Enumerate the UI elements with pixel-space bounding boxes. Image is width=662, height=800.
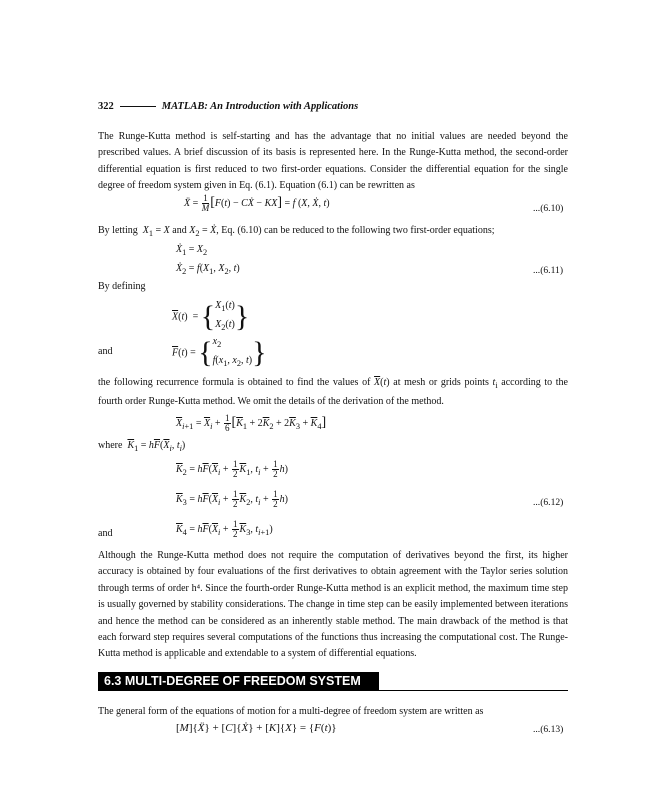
running-header [98,101,358,112]
equation-6-13: [M]{Ẍ} + [C]{Ẋ} + [K]{X} = {F(t)} [176,722,337,734]
para2-a: the following recurrence formula is obtained to find the values of [98,377,371,388]
equation-k2: $\overline{K}_2 = h\overline{F}(\overline{X}_i$ + $\frac{1}{2}$ $\overline{K}_1$, $t_i$ + $\frac{1}{2}$ h) [176,459,288,479]
equation-number-6-10: ...(6.10) [533,203,564,214]
para2-b: at mesh or grids points [393,377,489,388]
equation-f-vector: $\overline{F}(t) = \{x_2$ $f(x_1$, $x_2$, t)} [172,336,267,369]
equation-6-11b: Ẋ$_2$ = $f(X_1$, $X_2$, t) [176,263,240,276]
and-label-2: and [98,528,113,539]
by-letting-tail: Eq. (6.10) can be reduced to the following two first-order equations; [221,225,495,236]
section-rule [98,690,568,691]
equation-k3: $\overline{K}_3 = h\overline{F}(\overline{X}_i$ + $\frac{1}{2}$ $\overline{K}_2$, $t_i$ + $\frac{1}{2}$ h) [176,489,288,509]
where-line: where $\overline{K}_1 = h\overline{F}(\overline{X}_i$, $t_i$) [98,440,186,453]
equation-6-11a: Ẋ$_1$ = $X_2$ [176,244,208,257]
equation-x-vector: $\overline{X}(t) = \{X_1(t)$ $X_2(t)$} [172,300,250,333]
section-title: 6.3 MULTI-DEGREE OF FREEDOM SYSTEM [104,674,361,688]
para2-c: according to the fourth order Runge-Kutta method. We omit the details of the derivation of the method. [98,377,568,408]
paragraph-recurrence: the following recurrence formula is obtained to find the values of $\overline{X}(t)$ at mesh or grids points $t_i$ according to the fourth order Runge-Kutta method. We omit the details of the derivation of the method. [98,377,568,408]
and-label: and [98,346,113,357]
equation-number-6-11: ...(6.11) [533,265,564,276]
running-title: MATLAB: An Introduction with Applications [161,101,359,112]
by-defining-label: By defining [98,281,146,292]
equation-recurrence: $\overline{X}_{i+1} = \overline{X}_i$ + $\frac{1}{6}$ $[\overline{K}_1 + 2\overline{K}_2 + 2\overline{K}_3 + \overline{K}_4]$ [176,413,327,433]
page-number: 322 [98,101,114,112]
section-heading [98,672,379,691]
by-letting-line: By letting $X_1 = X$ and $X_2$ = Ẋ, Eq. (6.10) can be reduced to the following two first-order equations; [98,225,495,238]
equation-6-10: Ẍ = $\frac{1}{M}$ [F(t) − CẊ − KX] = f (X, Ẋ, t) [184,193,330,213]
where-label: where [98,440,123,451]
equation-number-6-12: ...(6.12) [533,497,564,508]
by-letting-label: By letting [98,225,138,236]
equation-number-6-13: ...(6.13) [533,724,564,735]
paragraph-general-form: The general form of the equations of motion for a multi-degree of freedom system are written as [98,706,484,717]
paragraph-intro: The Runge-Kutta method is self-starting and has the advantage that no initial values are needed beyond the prescribed values. A brief discussion of its basis is represented here. In the Runge-Kutta method, the second-order differential equation is first reduced to two first-order equations. Consider the differential equation for the single degree of freedom system given in Eq. (6.1). Equation (6.1) can be rewritten as [98,131,568,192]
paragraph-accuracy: Although the Runge-Kutta method does not require the computation of derivatives beyond the first, its higher accuracy is obtained by four evaluations of the first derivatives to obtain agreement with the Taylor series solution through terms of order h⁴. Since the fourth-order Runge-Kutta method is an explicit method, the maximum time step is usually governed by stability considerations. The change in time step can be easily implemented between iterations and hence the method can be considered as an inherently stable method. The main drawback of the method is that each forward step requires several computations of the functions thus increasing the computational cost. The Runge-Kutta method is applicable and extendable to a system of differential equations. [98,550,568,660]
header-rule [120,106,156,107]
equation-k4: $\overline{K}_4 = h\overline{F}(\overline{X}_i$ + $\frac{1}{2}$ $\overline{K}_3$, $t_{i+1}$) [176,519,273,539]
